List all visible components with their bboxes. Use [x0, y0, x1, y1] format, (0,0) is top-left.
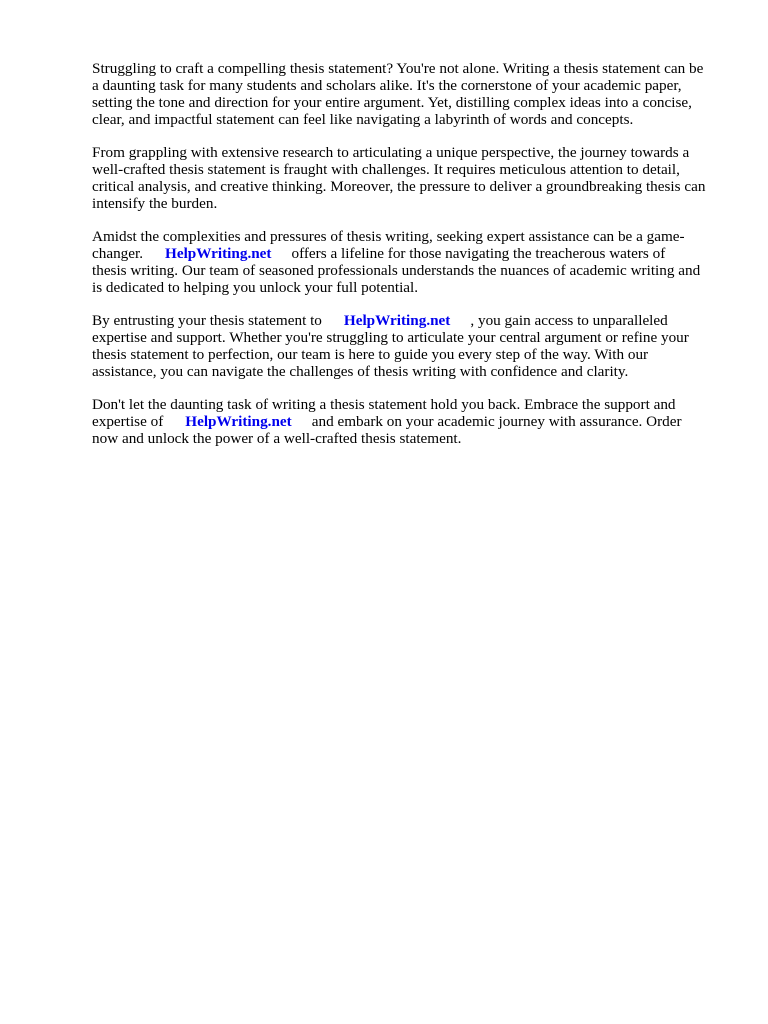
paragraph-assistance-text-before: Amidst the complexities and pressures of thesis writing, seeking expert assistance can be a game- changer. — [92, 228, 685, 262]
paragraph-closing-text-after: and embark on your academic journey with assurance. Order now and unlock the power of a well-crafted thesis statement. — [92, 413, 682, 447]
paragraph-entrusting-text-after: , you gain access to unparalleled expertise and support. Whether you're struggling to articulate your central argument or refine your thesis statement to perfection, our team is here to guide you every step of the way. With our assistance, you can navigate the challenges of thesis writing with confidence and clarity. — [92, 312, 689, 380]
helpwriting-link[interactable]: HelpWriting.net — [343, 312, 451, 329]
paragraph-intro: Struggling to craft a compelling thesis statement? You're not alone. Writing a thesis statement can be a daunting task for many students and scholars alike. It's the cornerstone of your academic paper, setting the tone and direction for your entire argument. Yet, distilling complex ideas into a concise, clear, and impactful statement can feel like navigating a labyrinth of words and concepts. — [92, 60, 704, 128]
paragraph-assistance — [92, 228, 742, 296]
document-page — [92, 60, 742, 463]
paragraph-closing — [92, 396, 742, 447]
paragraph-challenges: From grappling with extensive research to articulating a unique perspective, the journey towards a well-crafted thesis statement is fraught with challenges. It requires meticulous attention to detail, critical analysis, and creative thinking. Moreover, the pressure to deliver a groundbreaking thesis can intensify the burden. — [92, 144, 706, 212]
helpwriting-link[interactable]: HelpWriting.net — [185, 413, 292, 430]
paragraph-entrusting-text-before: By entrusting your thesis statement to — [92, 312, 322, 329]
paragraph-entrusting — [92, 312, 742, 380]
paragraph-assistance-text-after: offers a lifeline for those navigating the treacherous waters of thesis writing. Our team of seasoned professionals understands the nuances of academic writing and is dedicated to helping you unlock your full potential. — [92, 245, 701, 296]
helpwriting-link[interactable]: HelpWriting.net — [165, 245, 272, 262]
paragraph-closing-text-before: Don't let the daunting task of writing a thesis statement hold you back. Embrace the support and expertise of — [92, 396, 676, 430]
